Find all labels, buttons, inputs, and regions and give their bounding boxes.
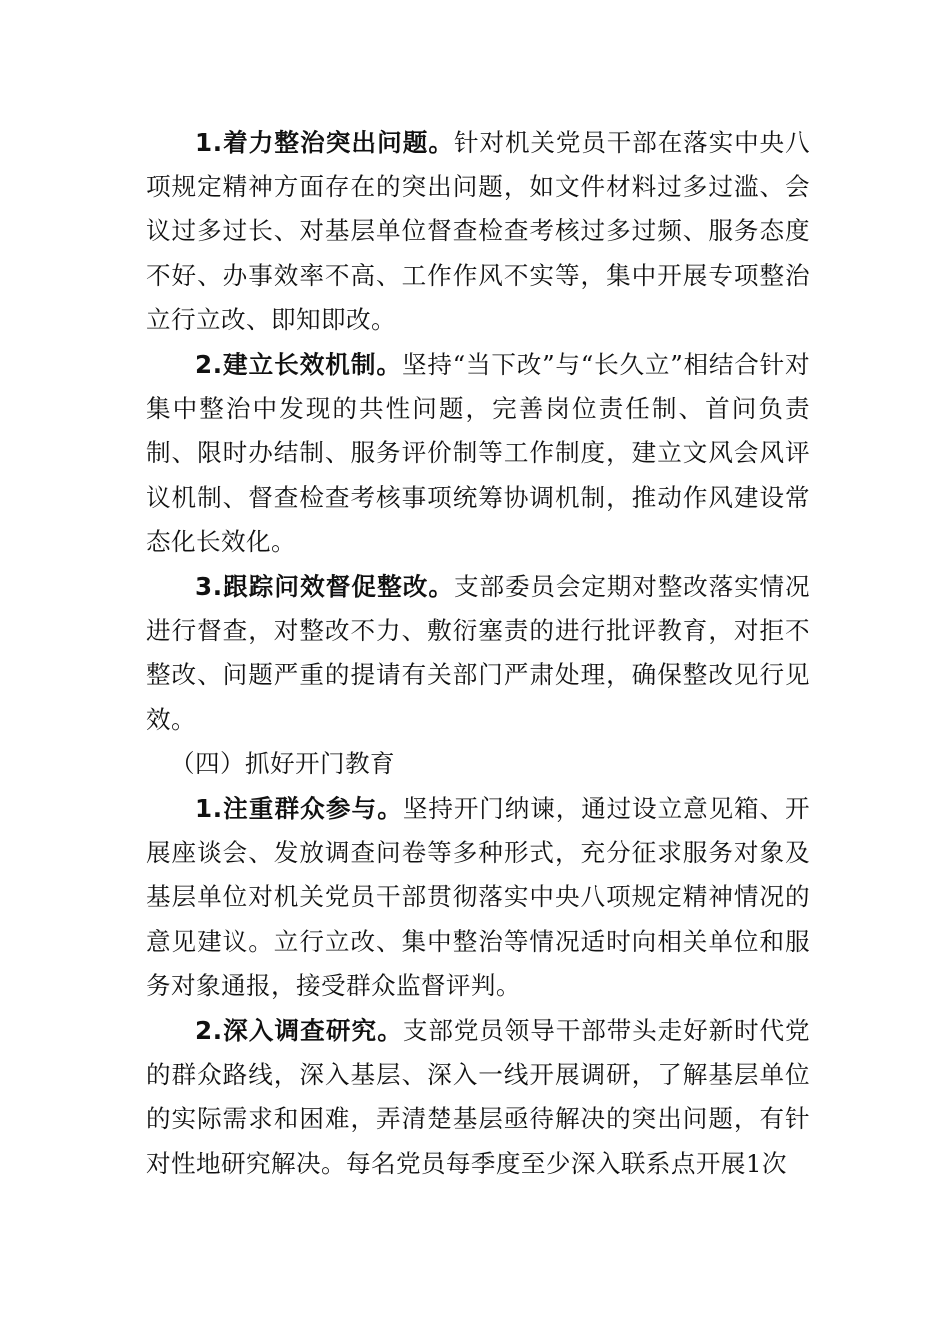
paragraph-investigation-research (146, 1009, 810, 1186)
paragraph-lead: 1.注重群众参与。 (195, 794, 403, 824)
paragraph-body: 坚持“当下改”与“长久立”相结合针对集中整治中发现的共性问题，完善岗位责任制、首问负责制、限时办结制、服务评价制等工作制度，建立文风会风评议机制、督查检查考核事项统筹协调机制，推动作风建设常态化长效化。 (146, 350, 810, 556)
paragraph-body: 坚持开门纳谏，通过设立意见箱、开展座谈会、发放调查问卷等多种形式，充分征求服务对象及基层单位对机关党员干部贯彻落实中央八项规定精神情况的意见建议。立行立改、集中整治等情况适时向相关单位和服务对象通报，接受群众监督评判。 (146, 794, 811, 1000)
paragraph-lead: 1.着力整治突出问题。 (195, 128, 455, 157)
paragraph-body: 支部党员领导干部带头走好新时代党的群众路线，深入基层、深入一线开展调研，了解基层单位的实际需求和困难，弄清楚基层亟待解决的突出问题，有针对性地研究解决。每名党员每季度至少深入联系点开展1次 (146, 1016, 811, 1178)
paragraph-lead: 2.深入调查研究。 (195, 1016, 403, 1046)
paragraph-lead: 2.建立长效机制。 (195, 350, 402, 380)
section-heading: （四）抓好开门教育 (170, 748, 395, 778)
paragraph-body: 针对机关党员干部在落实中央八项规定精神方面存在的突出问题，如文件材料过多过滥、会议过多过长、对基层单位督查检查考核过多过频、服务态度不好、办事效率不高、工作作风不实等，集中开展专项整治立行立改、即知即改。 (146, 128, 810, 334)
paragraph-body: 支部委员会定期对整改落实情况进行督查，对整改不力、敷衍塞责的进行批评教育，对拒不整改、问题严重的提请有关部门严肃处理，确保整改见行见效。 (146, 572, 810, 734)
paragraph-long-term-mechanism (146, 343, 810, 564)
paragraph-lead: 3.跟踪问效督促整改。 (195, 572, 455, 602)
document-page (146, 121, 810, 1186)
paragraph-track-accountability (146, 565, 810, 742)
paragraph-rectify-problems (146, 121, 810, 342)
paragraph-public-participation (146, 787, 810, 1008)
